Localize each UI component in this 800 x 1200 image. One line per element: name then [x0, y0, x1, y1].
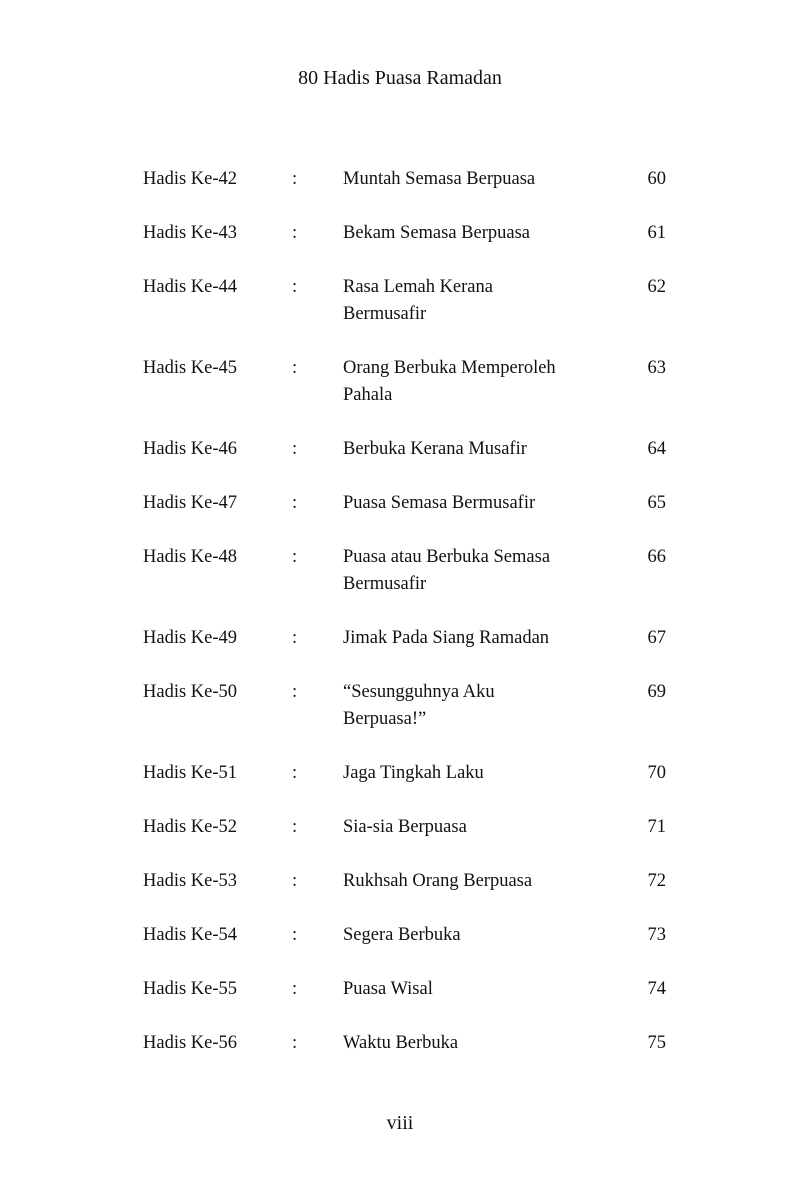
toc-entry-title: Orang Berbuka Memperoleh Pahala	[343, 358, 556, 405]
toc-entry-page: 65	[647, 493, 666, 513]
toc-entry-label: Hadis Ke-55	[143, 979, 238, 999]
toc-entry-label: Hadis Ke-52	[143, 817, 238, 837]
toc-entry	[0, 166, 800, 220]
toc-entry-title: Bekam Semasa Berpuasa	[343, 223, 530, 243]
toc-entry-label: Hadis Ke-51	[143, 763, 238, 783]
toc-entry-title: Sia-sia Berpuasa	[343, 817, 467, 837]
toc-entry-page: 66	[647, 547, 666, 567]
toc-entry	[0, 760, 800, 814]
toc-entry-label: Hadis Ke-44	[143, 277, 238, 297]
toc-entry-title: Segera Berbuka	[343, 925, 461, 945]
toc-entry-page: 60	[647, 169, 666, 189]
toc-entry-page: 73	[647, 925, 666, 945]
toc-separator: :	[292, 358, 298, 378]
toc-entry	[0, 814, 800, 868]
toc-entry-title: Rasa Lemah Kerana Bermusafir	[343, 277, 493, 324]
toc-entry-label: Hadis Ke-56	[143, 1033, 238, 1053]
toc-entry-page: 71	[647, 817, 666, 837]
toc-entry-title: Rukhsah Orang Berpuasa	[343, 871, 533, 891]
toc-entry-page: 74	[647, 979, 666, 999]
toc-entry	[0, 1030, 800, 1084]
toc-entry-title: Puasa Wisal	[343, 979, 433, 999]
toc-entry-title: Jimak Pada Siang Ramadan	[343, 628, 550, 648]
toc-entry-page: 67	[647, 628, 666, 648]
toc-separator: :	[292, 277, 298, 297]
toc-entry-label: Hadis Ke-42	[143, 169, 238, 189]
toc-entry-label: Hadis Ke-43	[143, 223, 238, 243]
toc-entry-title: Berbuka Kerana Musafir	[343, 439, 527, 459]
toc-entry-page: 69	[647, 682, 666, 702]
toc-entry	[0, 679, 800, 760]
running-header: 80 Hadis Puasa Ramadan	[298, 67, 502, 89]
toc-entry-page: 61	[647, 223, 666, 243]
toc-entry	[0, 922, 800, 976]
toc-entry	[0, 544, 800, 625]
toc-separator: :	[292, 223, 298, 243]
toc-separator: :	[292, 1033, 298, 1053]
toc-entry-page: 63	[647, 358, 666, 378]
toc-separator: :	[292, 169, 298, 189]
toc-entry	[0, 868, 800, 922]
toc-separator: :	[292, 493, 298, 513]
toc-entry-title: Puasa atau Berbuka Semasa Bermusafir	[343, 547, 551, 594]
toc-entry-title: Waktu Berbuka	[343, 1033, 459, 1053]
toc-entry-label: Hadis Ke-46	[143, 439, 238, 459]
toc-entry-page: 72	[647, 871, 666, 891]
toc-separator: :	[292, 925, 298, 945]
toc-separator: :	[292, 871, 298, 891]
toc-separator: :	[292, 682, 298, 702]
page-number: viii	[386, 1112, 414, 1134]
toc-entry-page: 64	[647, 439, 666, 459]
toc-separator: :	[292, 817, 298, 837]
toc-entry-label: Hadis Ke-54	[143, 925, 238, 945]
toc-entry-label: Hadis Ke-50	[143, 682, 238, 702]
toc-entry	[0, 976, 800, 1030]
toc-entry-label: Hadis Ke-48	[143, 547, 238, 567]
toc-entry-label: Hadis Ke-49	[143, 628, 238, 648]
toc-separator: :	[292, 547, 298, 567]
toc-entry-title: Puasa Semasa Bermusafir	[343, 493, 536, 513]
toc-separator: :	[292, 979, 298, 999]
toc-separator: :	[292, 763, 298, 783]
toc-entry	[0, 355, 800, 436]
toc-entry-label: Hadis Ke-45	[143, 358, 238, 378]
toc-entry	[0, 625, 800, 679]
toc-entry-page: 62	[647, 277, 666, 297]
toc-entry	[0, 220, 800, 274]
toc-entry-page: 70	[647, 763, 666, 783]
toc-entry-title: “Sesungguhnya Aku Berpuasa!”	[343, 682, 495, 729]
toc-entry-title: Muntah Semasa Berpuasa	[343, 169, 536, 189]
toc-separator: :	[292, 439, 298, 459]
table-of-contents	[0, 166, 800, 1084]
toc-entry	[0, 436, 800, 490]
toc-entry-title: Jaga Tingkah Laku	[343, 763, 484, 783]
toc-separator: :	[292, 628, 298, 648]
toc-entry-page: 75	[647, 1033, 666, 1053]
toc-entry	[0, 490, 800, 544]
toc-entry-label: Hadis Ke-47	[143, 493, 238, 513]
toc-entry	[0, 274, 800, 355]
toc-entry-label: Hadis Ke-53	[143, 871, 238, 891]
